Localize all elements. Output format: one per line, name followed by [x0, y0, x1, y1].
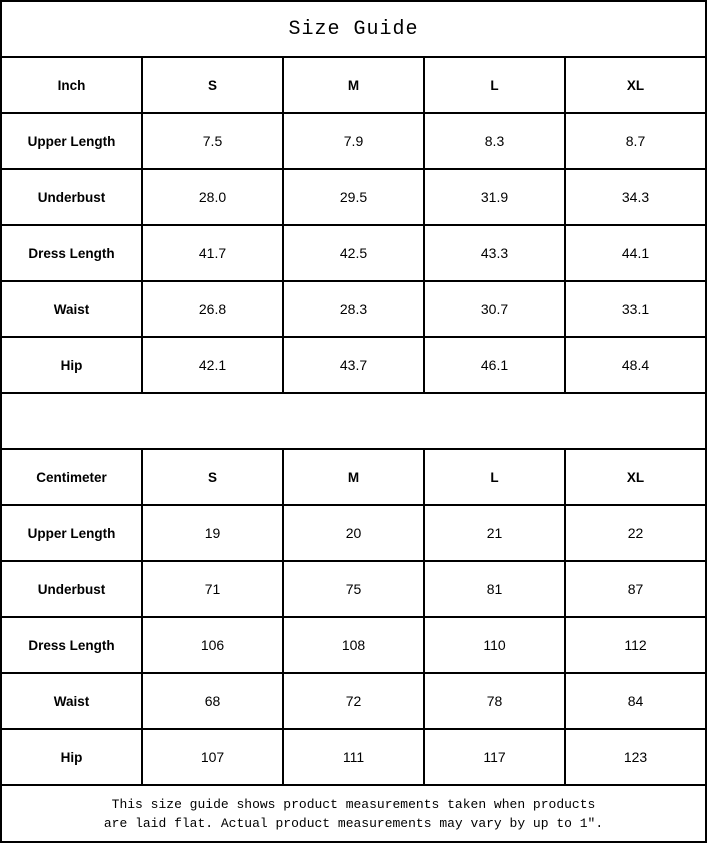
row-label-dress-length: Dress Length [1, 617, 142, 673]
size-header-s: S [142, 57, 283, 113]
value-cell: 84 [565, 673, 706, 729]
value-cell: 68 [142, 673, 283, 729]
table-row [1, 337, 706, 393]
value-cell: 108 [283, 617, 424, 673]
row-label-waist: Waist [1, 281, 142, 337]
value-cell: 41.7 [142, 225, 283, 281]
value-cell: 46.1 [424, 337, 565, 393]
table-row [1, 673, 706, 729]
value-cell: 34.3 [565, 169, 706, 225]
value-cell: 87 [565, 561, 706, 617]
value-cell: 81 [424, 561, 565, 617]
value-cell: 8.3 [424, 113, 565, 169]
row-label-underbust: Underbust [1, 169, 142, 225]
row-label-underbust: Underbust [1, 561, 142, 617]
table-row [1, 505, 706, 561]
size-header-m: M [283, 449, 424, 505]
row-label-dress-length: Dress Length [1, 225, 142, 281]
value-cell: 33.1 [565, 281, 706, 337]
value-cell: 123 [565, 729, 706, 785]
size-header-l: L [424, 57, 565, 113]
value-cell: 42.1 [142, 337, 283, 393]
value-cell: 72 [283, 673, 424, 729]
value-cell: 43.7 [283, 337, 424, 393]
size-header-s: S [142, 449, 283, 505]
value-cell: 110 [424, 617, 565, 673]
spacer-row [1, 393, 706, 449]
row-label-waist: Waist [1, 673, 142, 729]
size-header-xl: XL [565, 57, 706, 113]
value-cell: 8.7 [565, 113, 706, 169]
value-cell: 78 [424, 673, 565, 729]
size-header-xl: XL [565, 449, 706, 505]
value-cell: 71 [142, 561, 283, 617]
table-row [1, 281, 706, 337]
cm-unit-label: Centimeter [1, 449, 142, 505]
inch-header-row [1, 57, 706, 113]
table-row [1, 169, 706, 225]
value-cell: 28.3 [283, 281, 424, 337]
row-label-upper-length: Upper Length [1, 113, 142, 169]
value-cell: 30.7 [424, 281, 565, 337]
value-cell: 29.5 [283, 169, 424, 225]
value-cell: 21 [424, 505, 565, 561]
value-cell: 75 [283, 561, 424, 617]
table-row [1, 113, 706, 169]
footer-row [1, 785, 706, 842]
value-cell: 22 [565, 505, 706, 561]
value-cell: 117 [424, 729, 565, 785]
value-cell: 48.4 [565, 337, 706, 393]
value-cell: 43.3 [424, 225, 565, 281]
value-cell: 42.5 [283, 225, 424, 281]
row-label-hip: Hip [1, 729, 142, 785]
value-cell: 19 [142, 505, 283, 561]
footer-note [1, 785, 706, 842]
inch-unit-label: Inch [1, 57, 142, 113]
table-row [1, 561, 706, 617]
size-header-l: L [424, 449, 565, 505]
value-cell: 7.5 [142, 113, 283, 169]
footer-note-line1: This size guide shows product measurements taken when products [111, 796, 596, 812]
page-title: Size Guide [1, 1, 706, 57]
value-cell: 26.8 [142, 281, 283, 337]
row-label-upper-length: Upper Length [1, 505, 142, 561]
table-row [1, 729, 706, 785]
table-row [1, 617, 706, 673]
size-header-m: M [283, 57, 424, 113]
value-cell: 111 [283, 729, 424, 785]
value-cell: 44.1 [565, 225, 706, 281]
value-cell: 7.9 [283, 113, 424, 169]
value-cell: 20 [283, 505, 424, 561]
footer-note-line2: are laid flat. Actual product measurements may vary by up to 1″. [103, 815, 604, 831]
value-cell: 106 [142, 617, 283, 673]
value-cell: 31.9 [424, 169, 565, 225]
value-cell: 112 [565, 617, 706, 673]
row-label-hip: Hip [1, 337, 142, 393]
value-cell: 28.0 [142, 169, 283, 225]
cm-header-row [1, 449, 706, 505]
value-cell: 107 [142, 729, 283, 785]
spacer-cell [1, 393, 706, 449]
table-row [1, 225, 706, 281]
